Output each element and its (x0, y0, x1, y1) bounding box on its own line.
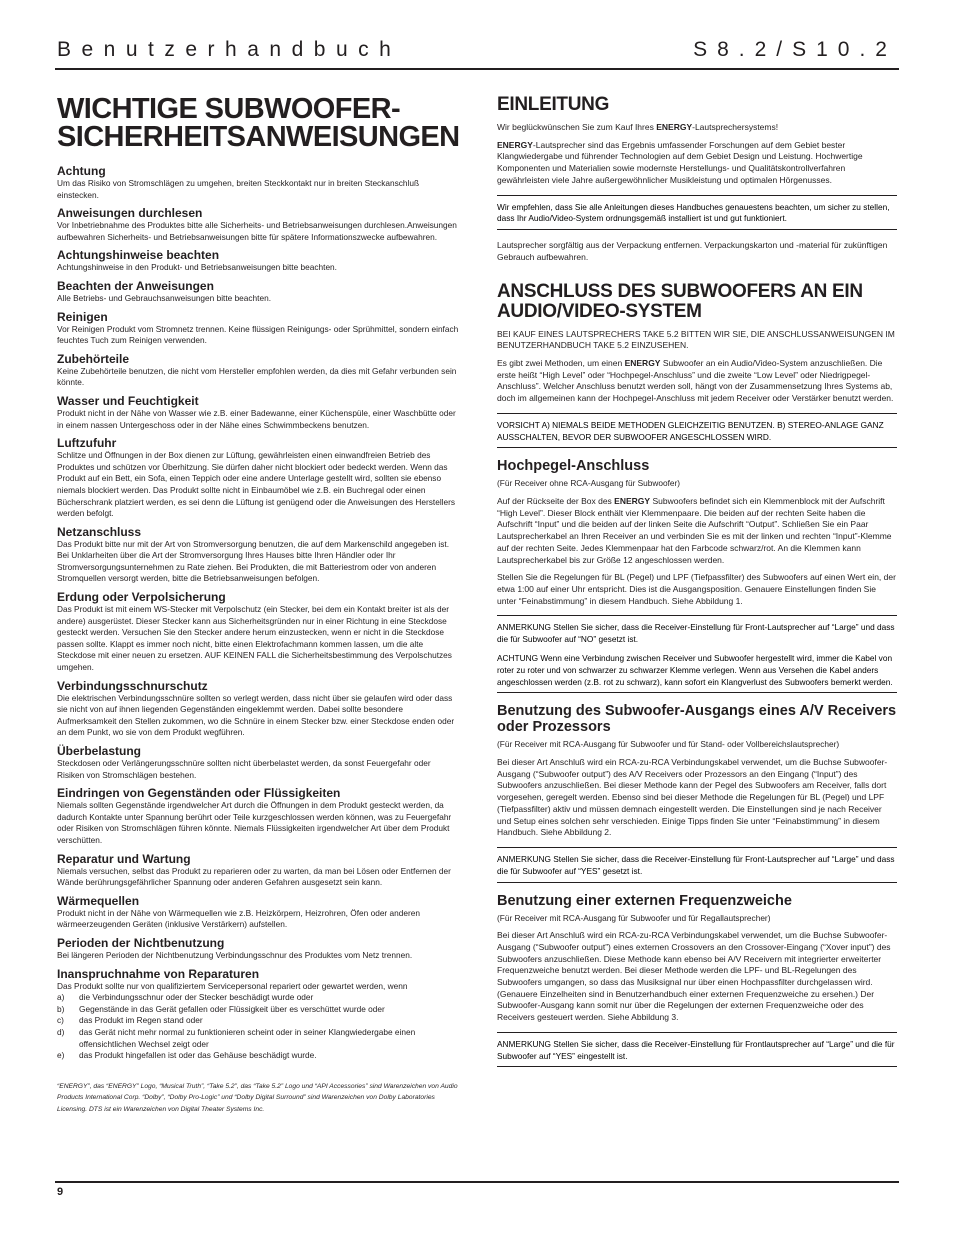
safety-title-line2: SICHERHEITSANWEISUNGEN (57, 121, 460, 153)
safety-section-heading: Beachten der Anweisungen (57, 278, 214, 293)
hochpegel-p1: Auf der Rückseite der Box des ENERGY Subwoofers befindet sich ein Klemmenblock mit der Aufschrift “High Level”. Dieser Block enthält vier Klemmenpaare. Die beiden auf der rechten Seite haben die Aufschrift “Input” und die beiden auf der linken Seite die Aufschrift “Output”. Schließen Sie ein Paar Lautsprecherkabel an Ihren Receiver an und verbinden Sie es mit der linken und rechten “Input”-Klemme auf der rechten Seite. Jedes Klemmenpaar hat den Farbcode schwarz/rot. An die Klemmen kann Lautsprecherkabel bis zur Größe 12 angeschlossen werden. (497, 496, 892, 565)
safety-section-heading: Eindringen von Gegenständen oder Flüssigkeiten (57, 786, 341, 801)
safety-section-text: Alle Betriebs- und Gebrauchsanweisungen bitte beachten. (57, 292, 272, 303)
safety-section-heading: Perioden der Nichtbenutzung (57, 935, 225, 950)
hochpegel-notes (497, 615, 897, 693)
safety-section-text: Produkt nicht in der Nähe von Wasser wie z.B. einer Badewanne, einer Küchenspüle, einer Waschbütte oder in einem nassen Untergeschoss oder in der Nähe eines Schwimmbeckens benutzen. (57, 407, 456, 430)
safety-section-heading: Netzanschluss (57, 524, 142, 539)
safety-section-text: Das Produkt bitte nur mit der Art von Stromversorgung benutzen, die auf dem Markenschild angegeben ist. Bei Unklarheiten über die Art der Stromversorgung Ihres Hauses bitte Ihren Händler oder Ihr Stromversorgungsunternehmen zu Rate ziehen. Bei Produkten, die mit Batteriestrom oder von anderen Stromquellen versorgt werden, bitte die Betriebsanweisungen befolgen. (57, 538, 450, 584)
safety-section (57, 590, 459, 674)
safety-section-text: Keine Zubehörteile benutzen, die nicht vom Hersteller empfohlen werden, da dies mit Gefahr verbunden sein könnte. (57, 365, 457, 388)
safety-section-heading: Luftzufuhr (57, 436, 117, 451)
safety-section-text: Steckdosen oder Verlängerungsschnüre sollten nicht überbelastet werden, da sonst Feuergefahr oder Risiken von Stromschlägen bestehen. (57, 758, 431, 780)
av-note (497, 847, 897, 883)
safety-section-text: Niemals sollten Gegenstände irgendwelcher Art durch die Öffnungen in dem Produkt gesteckt werden, da dadurch Kontakte unter Spannung berührt oder Teile kurzgeschlossen werden können, was zu Feuergefahr oder Risiken von Stromschlägen führen könnte. Niemals Flüssigkeiten irgendwelcher Art über dem Produkt verschütten. (57, 800, 452, 845)
safety-section-text: Das Produkt ist mit einem WS-Stecker mit Verpolschutz (ein Stecker, bei dem ein Kontakt breiter ist als der andere) ausgerüstet. Dieser Stecker kann aus Sicherheitsgründen nur in einer Richtung in eine Steckdose gesteckt werden. Versuchen Sie den Stecker andere herum einzustecken, wenn er nicht in die Steckdose passen sollte. Klappt es immer noch nicht, bitte einen Elektrofachmann kommen lassen, um die alte Steckdose mit einer neuen zu ersetzen. AUF KEINEN FALL die Sicherheitsbestimmung des Verpolschutzes umgehen. (57, 604, 452, 673)
repair-list-marker: e) (57, 1050, 65, 1061)
anschluss-p2: Es gibt zwei Methoden, um einen ENERGY Subwoofer an ein Audio/Video-System anzuschließen. Die erste heißt “High Level” oder “Hochpegel-Anschluss” und die zweite “Low Level” oder Niedrigpegel-Anschluss”. Welcher Anschluss benutzt werden soll, hängt von der Zusammensetzung Ihres Systems ab, doch im allgemeinen kann der Hochpegel-Anschluss mit jedem Receiver oder Verstärker benutzt werden. (497, 357, 894, 404)
safety-section-heading: Achtung (57, 164, 106, 178)
safety-section (57, 936, 459, 962)
anschluss-note-text: VORSICHT A) NIEMALS BEIDE METHODEN GLEICHZEITIG BENUTZEN. B) STEREO-ANLAGE GANZ AUSSCHALTEN, BEVOR DER SUBWOOFER ANGESCHLOSSEN WIRD. (497, 419, 884, 442)
repair-list-marker: c) (57, 1015, 64, 1026)
safety-section (57, 894, 459, 931)
page-number: 9 (57, 1186, 64, 1198)
safety-section (57, 164, 459, 201)
repair-list-text: das Gerät nicht mehr normal zu funktionieren scheint oder in seiner Klangwiedergabe einen offensichtlichen Wechsel zeigt oder (79, 1026, 416, 1049)
einleitung-note (497, 195, 897, 231)
repair-list-text: die Verbindungsschnur oder der Stecker beschädigt wurde oder (79, 992, 314, 1003)
safety-section-text: Vor Inbetriebnahme des Produktes bitte alle Sicherheits- und Betriebsanweisungen durchlesen.Anweisungen aufbewahren Sicherheits- und Betriebsanweisungen bitte für spätere Informationszwecke aufbewahren. (57, 220, 457, 242)
safety-section (57, 852, 459, 889)
repair-list (57, 992, 459, 1062)
safety-section-text: Schlitze und Öffnungen in der Box dienen zur Lüftung, gewährleisten einen einwandfreien Betrieb des Produktes und schützen vor Überhitzung. Sie dürfen daher nicht blockiert oder bedeckt werden. Wenn das Produkt auf ein Bett, ein Sofa, einen Teppich oder eine andere Unterlage gestellt wird, sollten sie ebenso niemals blockiert werden. Das Produkt sollte nicht in Einbaumöbel wie z.B. ein Buchregal oder einen Bücherschrank platziert werden, es sei denn die Lüftung ist genügend oder die Anweisungen des Herstellers werden befolgt. (57, 450, 456, 519)
safety-section (57, 394, 459, 431)
safety-section-heading: Inanspruchnahme von Reparaturen (57, 966, 260, 981)
repair-list-item (57, 1004, 459, 1016)
safety-section-heading: Zubehörteile (57, 351, 130, 366)
safety-section-text: Achtungshinweise in den Produkt- und Betriebsanweisungen bitte beachten. (57, 262, 337, 273)
safety-section-heading: Wasser und Feuchtigkeit (57, 393, 199, 408)
repair-list-text: das Produkt hingefallen ist oder das Gehäuse beschädigt wurde. (79, 1050, 317, 1061)
av-title: Benutzung des Subwoofer-Ausgangs eines A/V Receivers oder Prozessors (497, 703, 897, 736)
einleitung-note-text: Wir empfehlen, dass Sie alle Anleitungen dieses Handbuches genauestens beachten, um sicher zu stellen, dass Ihr Audio/Video-System ordnungsgemäß installiert ist und gut funktioniert. (497, 201, 890, 224)
repair-list-marker: a) (57, 992, 65, 1003)
header-manual-title: Benutzerhandbuch (57, 38, 402, 61)
safety-section-heading: Anweisungen durchlesen (57, 206, 203, 221)
header-model: S8.2/S10.2 (693, 38, 897, 61)
einleitung-p2: ENERGY-Lautsprecher sind das Ergebnis umfassender Forschungen auf dem Gebiet bester Klangwiedergabe und führender Technologien auf dem Gebiet Design und Leistung. Hochwertige Komponenten und Materialien sowie modernste Herstellungs- und Qualitätskontrollverfahren gewährleisten viele Jahre außergewöhnlicher Musikleistung und optimalen Hörgenusses. (497, 139, 863, 185)
repair-list-item (57, 1050, 459, 1062)
safety-section-text: Produkt nicht in der Nähe von Wärmequellen wie z.B. Heizkörpern, Heizrohren, Öfen oder anderen wärmeerzeugenden Geräten (inklusive Verstärkern) aufstellen. (57, 907, 420, 930)
safety-section (57, 786, 459, 846)
safety-section (57, 525, 459, 585)
safety-section (57, 352, 459, 389)
hochpegel-title: Hochpegel-Anschluss (497, 458, 650, 475)
repair-list-text: das Produkt im Regen stand oder (79, 1015, 203, 1026)
av-subtitle: (Für Receiver mit RCA-Ausgang für Subwoofer und für Stand- oder Vollbereichslautsprecher) (497, 739, 840, 750)
safety-section-heading: Wärmequellen (57, 893, 140, 908)
safety-section (57, 248, 459, 274)
frequenz-subtitle: (Für Receiver mit RCA-Ausgang für Subwoofer und für Regallautsprecher) (497, 912, 771, 923)
safety-sections (57, 164, 459, 992)
safety-section-text: Um das Risiko von Stromschlägen zu umgehen, breiten Steckkontakt nur in breiten Steckanschluß einstecken. (57, 178, 420, 200)
safety-section-heading: Reparatur und Wartung (57, 851, 191, 866)
left-column (57, 95, 459, 1115)
safety-title-line1: WICHTIGE SUBWOOFER- (57, 93, 401, 125)
safety-section (57, 279, 459, 305)
hochpegel-note2: ACHTUNG Wenn eine Verbindung zwischen Receiver und Subwoofer hergestellt wird, immer die Kabel von roter zu roter und von schwarzer zu schwarzer Klemme verlegen. Wenn aus Versehen die Kabel anders angeschlossen werden (z.B. rot zu schwarz), kann sofort ein Klangverlust des Subwoofers bemerkt werden. (497, 652, 893, 687)
einleitung-p1: Wir beglückwünschen Sie zum Kauf Ihres ENERGY-Lautsprechersystems! (497, 122, 779, 132)
safety-section-text: Die elektrischen Verbindungsschnüre sollten so verlegt werden, dass nicht über sie gelaufen wird oder dass sie nicht von auf ihnen liegenden Gegenständen eingeklemmt werden. Dabei sollte besondere Aufmerksamkeit den Stellen zukommen, wo die Schnüre in einem Stecker bzw. einer Steckdose enden oder an dem Punkt, wo sie von dem Produkt wegführen. (57, 692, 455, 738)
frequenz-note (497, 1032, 897, 1068)
safety-section-heading: Erdung oder Verpolsicherung (57, 590, 226, 605)
page-header (57, 38, 897, 68)
safety-section-text: Vor Reinigen Produkt vom Stromnetz trennen. Keine flüssigen Reinigungs- oder Sprühmittel, sondern einfach feuchtes Tuch zum Reinigen verwenden. (57, 323, 459, 346)
header-rule (55, 68, 899, 70)
anschluss-title: ANSCHLUSS DES SUBWOOFERS AN EIN AUDIO/VIDEO-SYSTEM (497, 280, 863, 322)
safety-section-heading: Verbindungsschnurschutz (57, 678, 208, 693)
safety-section-text: Das Produkt sollte nur von qualifiziertem Servicepersonal repariert oder gewartet werden, wenn (57, 980, 408, 991)
frequenz-note-text: ANMERKUNG Stellen Sie sicher, dass die Receiver-Einstellung für Frontlautsprecher auf “Large” und die für Subwoofer auf “YES” eingestellt ist. (497, 1038, 895, 1061)
safety-section (57, 967, 459, 993)
safety-section (57, 436, 459, 520)
av-p1: Bei dieser Art Anschluß wird ein RCA-zu-RCA Verbindungskabel verwendet, um die Buchse Subwoofer-Ausgang (“Subwoofer output”) des A/V Receivers oder Prozessors an den Eingang (“Input”) des Subwoofers anzuschließen. Bei dieser Methode kann der Pegel des Subwoofers am Receiver, falls dort vorgesehen, geregelt werden. Ebenso sind bei dieser Methode die Regelungen für BL (Pegel) und LPF (Tiefpassfilter) aktiv und müssen demnach eingestellt werden. Die Einstellungen sind je nach Receiver und Setup eines solchen sehr verschieden. Einige Tipps finden Sie unter “Feinabstimmung” in diesem Handbuch. Siehe Abbildung 2. (497, 757, 888, 838)
frequenz-title: Benutzung einer externen Frequenzweiche (497, 892, 792, 909)
hochpegel-subtitle: (Für Receiver ohne RCA-Ausgang für Subwoofer) (497, 478, 681, 489)
footer-rule (55, 1181, 899, 1183)
safety-section-heading: Überbelastung (57, 744, 142, 758)
anschluss-note (497, 413, 897, 449)
repair-list-item (57, 1015, 459, 1027)
safety-section-text: Bei längeren Perioden der Nichtbenutzung Verbindungsschnur des Produktes vom Netz trennen. (57, 949, 413, 960)
frequenz-p1: Bei dieser Art Anschluß wird ein RCA-zu-RCA Verbindungskabel verwendet, um die Buchse Subwoofer-Ausgang (“Subwoofer output”) eines externen Crossovers an den Crossover-Eingang (“Xover input”) des Subwoofers anzuschließen. Diese Methode kann ebenso bei A/V Receivern mit integrierter erweiterter Frequenzweiche benutzt werden. Bei dieser Methode werden die LPF- und BL-Regelungen des Subwoofers umgangen, so dass das Musiksignal nur über einen Hochpassfilter durchgelassen wird. (Genauere Einzelheiten sind in Benutzerhandbuch einer externen Frequenzweiche zu ersehen.) Der Subwoofer-Ausgang kann somit nur über die Regelungen der externen Frequenzweiche oder des Receivers gesteuert werden. Siehe Abbildung 3. (497, 930, 891, 1023)
safety-section (57, 310, 459, 347)
einleitung-title: EINLEITUNG (497, 94, 610, 115)
safety-title (57, 95, 459, 151)
safety-section-heading: Achtungshinweise beachten (57, 248, 220, 263)
safety-section-text: Niemals versuchen, selbst das Produkt zu reparieren oder zu warten, da man bei Lösen oder Entfernen der Wände berührungsgefährlicher Spannung oder anderen Gefahren ausgesetzt sein kann. (57, 865, 451, 888)
trademark-footnote: “ENERGY”, das “ENERGY” Logo, “Musical Truth”, “Take 5.2”, das “Take 5.2” Logo und “API Accessories” sind Warenzeichen von Audio Products International Corp. “Dolby”, “Dolby Pro-Logic” und “Dolby Digital Surround” sind Warenzeichen von Dolby Laboratories Licensing. DTS ist ein Warenzeichen von Digital Theater Systems Inc. (57, 1082, 458, 1113)
safety-section (57, 206, 459, 243)
safety-section-heading: Reinigen (57, 309, 108, 324)
einleitung-p3: Lautsprecher sorgfältig aus der Verpackung entfernen. Verpackungskarton und -material für zukünftigen Gebrauch aufbewahren. (497, 240, 888, 262)
repair-list-item (57, 1027, 459, 1050)
hochpegel-note1: ANMERKUNG Stellen Sie sicher, dass die Receiver-Einstellung für Front-Lautsprecher auf “Large” und dass die für Subwoofer auf “NO” gesetzt ist. (497, 622, 895, 645)
repair-list-marker: d) (57, 1026, 65, 1037)
right-column (497, 95, 897, 1077)
safety-section (57, 744, 459, 781)
anschluss-p1: BEI KAUF EINES LAUTSPRECHERS TAKE 5.2 BITTEN WIR SIE, DIE ANSCHLUSSANWEISUNGEN IM BENUTZERHANDBUCH TAKE 5.2 EINZUSEHEN. (497, 328, 895, 351)
hochpegel-p2: Stellen Sie die Regelungen für BL (Pegel) und LPF (Tiefpassfilter) des Subwoofers auf einen Wert ein, der etwa 1:00 auf einer Uhr entspricht. Dies ist die Ausgangsposition. Genauere Einstellungen finden Sie unter “Feinabstimmung” in diesem Handbuch. Siehe Abbildung 1. (497, 572, 896, 606)
repair-list-text: Gegenstände in das Gerät gefallen oder Flüssigkeit über es verschüttet wurde oder (79, 1003, 385, 1014)
safety-section (57, 679, 459, 739)
av-note-text: ANMERKUNG Stellen Sie sicher, dass die Receiver-Einstellung für Front-Lautsprecher auf “Large” und dass die für Subwoofer auf “YES” gesetzt ist. (497, 853, 895, 876)
repair-list-item (57, 992, 459, 1004)
repair-list-marker: b) (57, 1003, 65, 1014)
